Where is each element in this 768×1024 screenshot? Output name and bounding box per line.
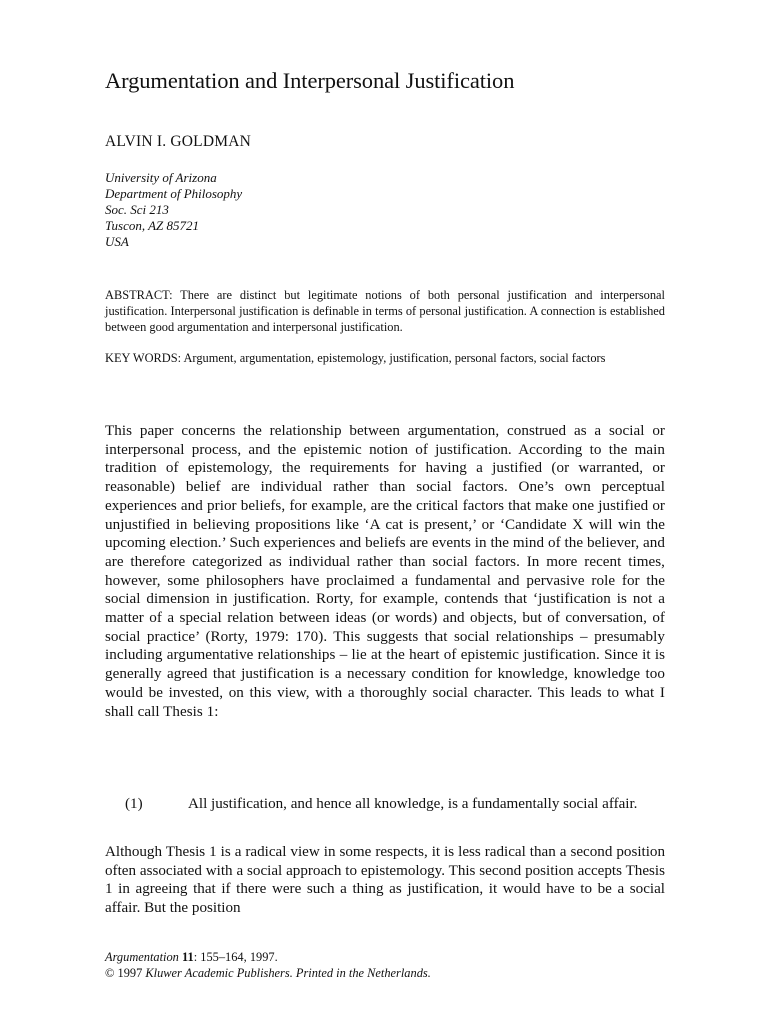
body-paragraph-1: This paper concerns the relationship between argumentation, construed as a social or interpersonal process, and the epistemic notion of justification. According to the main tradition of epistemology, the requirements for having a justified (or warranted, or reasonable) belief are individual rather than social factors. One’s own perceptual experiences and prior beliefs, for example, are the critical factors that make one justified or unjustified in believing propositions like ‘A cat is present,’ or ‘Candidate X will win the upcoming election.’ Such experiences and beliefs are events in the mind of the believer, and are therefore categorized as individual rather than social factors. In more recent times, however, some philosophers have proclaimed a fundamental and pervasive role for the social dimension in justification. Rorty, for example, contends that ‘justification is not a matter of a special relation between ideas (or words) and objects, but of conversation, of social practice’ (Rorty, 1979: 170). This suggests that social relationships – presumably including argumentative relationships – lie at the heart of epistemic justification. Since it is generally agreed that justification is a necessary condition for knowledge, knowledge too would be invested, on this view, with a thoroughly social character. This leads to what I shall call Thesis 1: — [105, 423, 665, 720]
publisher-notice: Kluwer Academic Publishers. Printed in the Netherlands. — [145, 966, 431, 980]
thesis-number: (1) — [125, 796, 143, 812]
paper-title: Argumentation and Interpersonal Justification — [105, 68, 515, 93]
page-footer — [105, 949, 431, 981]
author-affiliation — [105, 170, 242, 250]
copyright-symbol: © 1997 — [105, 966, 146, 980]
affiliation-line: Department of Philosophy — [105, 186, 243, 201]
copyright-line — [105, 965, 431, 981]
body-paragraph-2: Although Thesis 1 is a radical view in some respects, it is less radical than a second position often associated with a social approach to epistemology. This second position accepts Thesis 1 in agreeing that if there were such a thing as justification, it would have to be a social affair. But the position — [105, 844, 665, 917]
abstract: ABSTRACT: There are distinct but legitimate notions of both personal justification and interpersonal justification. Interpersonal justification is definable in terms of personal justification. A connection is established between good argumentation and interpersonal justification. — [105, 288, 665, 334]
journal-name: Argumentation — [105, 950, 179, 964]
key-words: KEY WORDS: Argument, argumentation, epistemology, justification, personal factors, social factors — [105, 351, 606, 365]
affiliation-line: Tuscon, AZ 85721 — [105, 218, 200, 233]
journal-pages: : 155–164, 1997. — [193, 950, 278, 964]
citation-line — [105, 949, 431, 965]
affiliation-line: Soc. Sci 213 — [105, 202, 169, 217]
journal-volume: 11 — [182, 950, 194, 964]
author-name: ALVIN I. GOLDMAN — [105, 133, 251, 150]
affiliation-line: University of Arizona — [105, 170, 217, 185]
thesis-text: All justification, and hence all knowledge, is a fundamentally social affair. — [188, 796, 638, 812]
affiliation-line: USA — [105, 234, 129, 249]
